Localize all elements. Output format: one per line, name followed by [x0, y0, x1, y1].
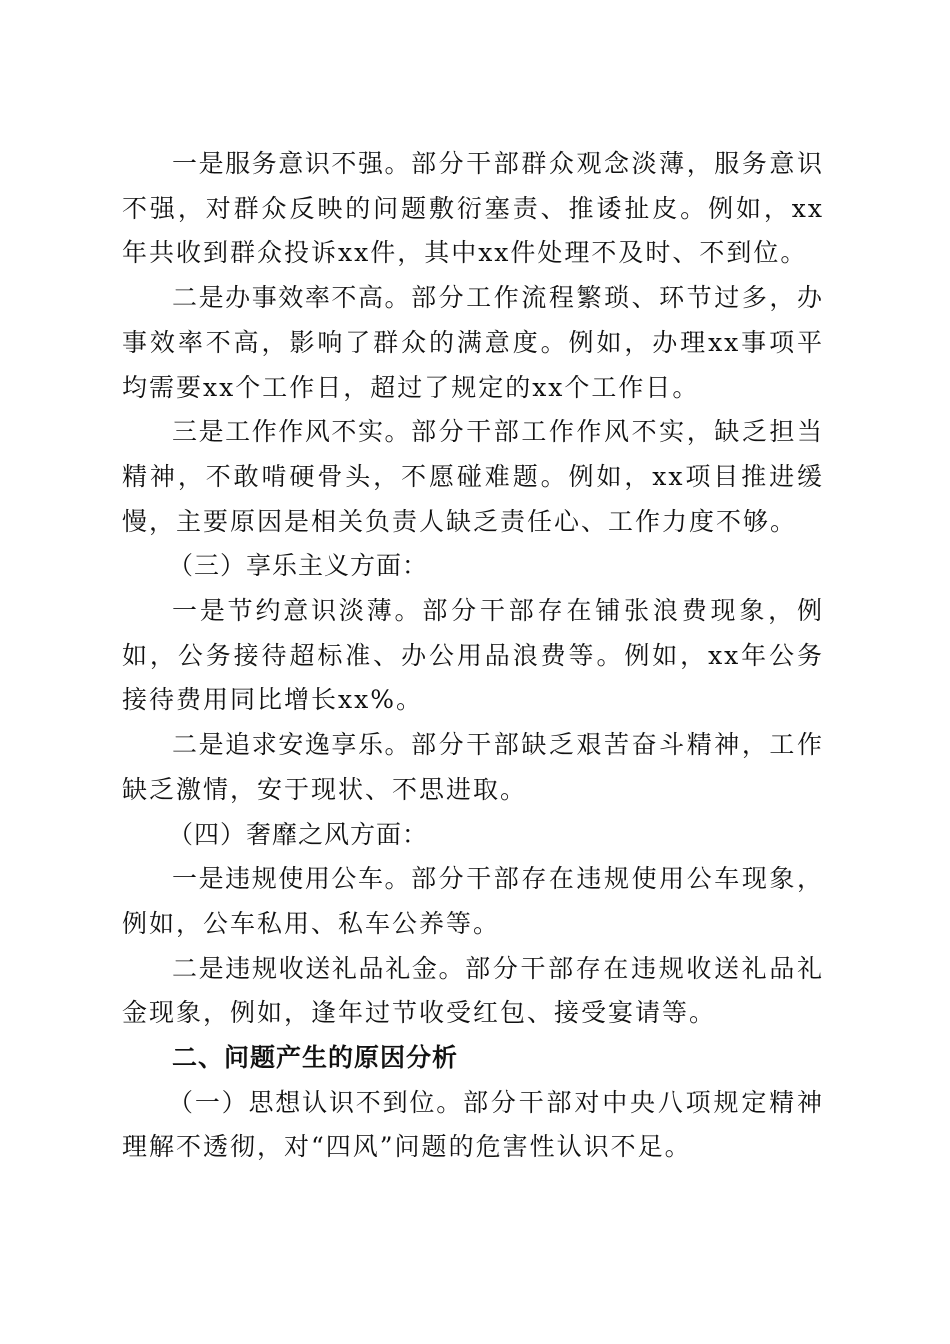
- paragraph-official-cars: [122, 857, 824, 946]
- paragraph-text: 部分干部工作作风不实，缺乏担当精神，不敢啃硬骨头，不愿碰难题。例如，xx项目推进缓慢，主要原因是相关负责人缺乏责任心、工作力度不够。: [122, 417, 824, 536]
- document-body: [122, 142, 824, 1170]
- paragraph-lead: 二是违规收送礼品礼金。: [172, 953, 466, 983]
- subheading-text: （四）奢靡之风方面：: [168, 819, 429, 849]
- paragraph-lead: 二是追求安逸享乐。: [172, 730, 412, 760]
- subheading-text: （三）享乐主义方面：: [168, 551, 429, 581]
- paragraph-lead: 一是节约意识淡薄。: [172, 596, 423, 626]
- paragraph-text: 部分干部群众观念淡薄，服务意识不强，对群众反映的问题敷衍塞责、推诿扯皮。例如，xx年共收到群众投诉xx件，其中xx件处理不及时、不到位。: [122, 149, 824, 268]
- paragraph-ideological-understanding: [122, 1081, 824, 1170]
- section-heading: 二、问题产生的原因分析: [172, 1043, 459, 1073]
- paragraph-lead: 三是工作作风不实。: [172, 417, 412, 447]
- paragraph-text: 部分干部缺乏艰苦奋斗精神，工作缺乏激情，安于现状、不思进取。: [122, 730, 824, 804]
- subheading-hedonism: [122, 544, 824, 589]
- paragraph-lead: 一是违规使用公车。: [172, 864, 412, 894]
- paragraph-frugality: [122, 589, 824, 723]
- paragraph-gifts: [122, 947, 824, 1036]
- paragraph-lead: （一）思想认识不到位。: [168, 1087, 464, 1117]
- paragraph-text: 部分干部对中央八项规定精神理解不透彻，对“四风”问题的危害性认识不足。: [122, 1087, 824, 1162]
- subheading-extravagance: [122, 813, 824, 858]
- paragraph-efficiency: [122, 276, 824, 410]
- paragraph-service-awareness: [122, 142, 824, 276]
- paragraph-lead: 一是服务意识不强。: [172, 149, 412, 178]
- paragraph-text: 部分干部存在违规使用公车现象，例如，公车私用、私车公养等。: [122, 864, 824, 938]
- paragraph-work-style: [122, 410, 824, 544]
- paragraph-lead: 二是办事效率不高。: [172, 283, 412, 313]
- paragraph-text: 部分工作流程繁琐、环节过多，办事效率不高，影响了群众的满意度。例如，办理xx事项平均需要xx个工作日，超过了规定的xx个工作日。: [122, 283, 824, 402]
- paragraph-comfort-seeking: [122, 723, 824, 812]
- paragraph-text: 部分干部存在违规收送礼品礼金现象，例如，逢年过节收受红包、接受宴请等。: [122, 953, 824, 1028]
- paragraph-text: 部分干部存在铺张浪费现象，例如，公务接待超标准、办公用品浪费等。例如，xx年公务接待费用同比增长xx%。: [122, 596, 824, 715]
